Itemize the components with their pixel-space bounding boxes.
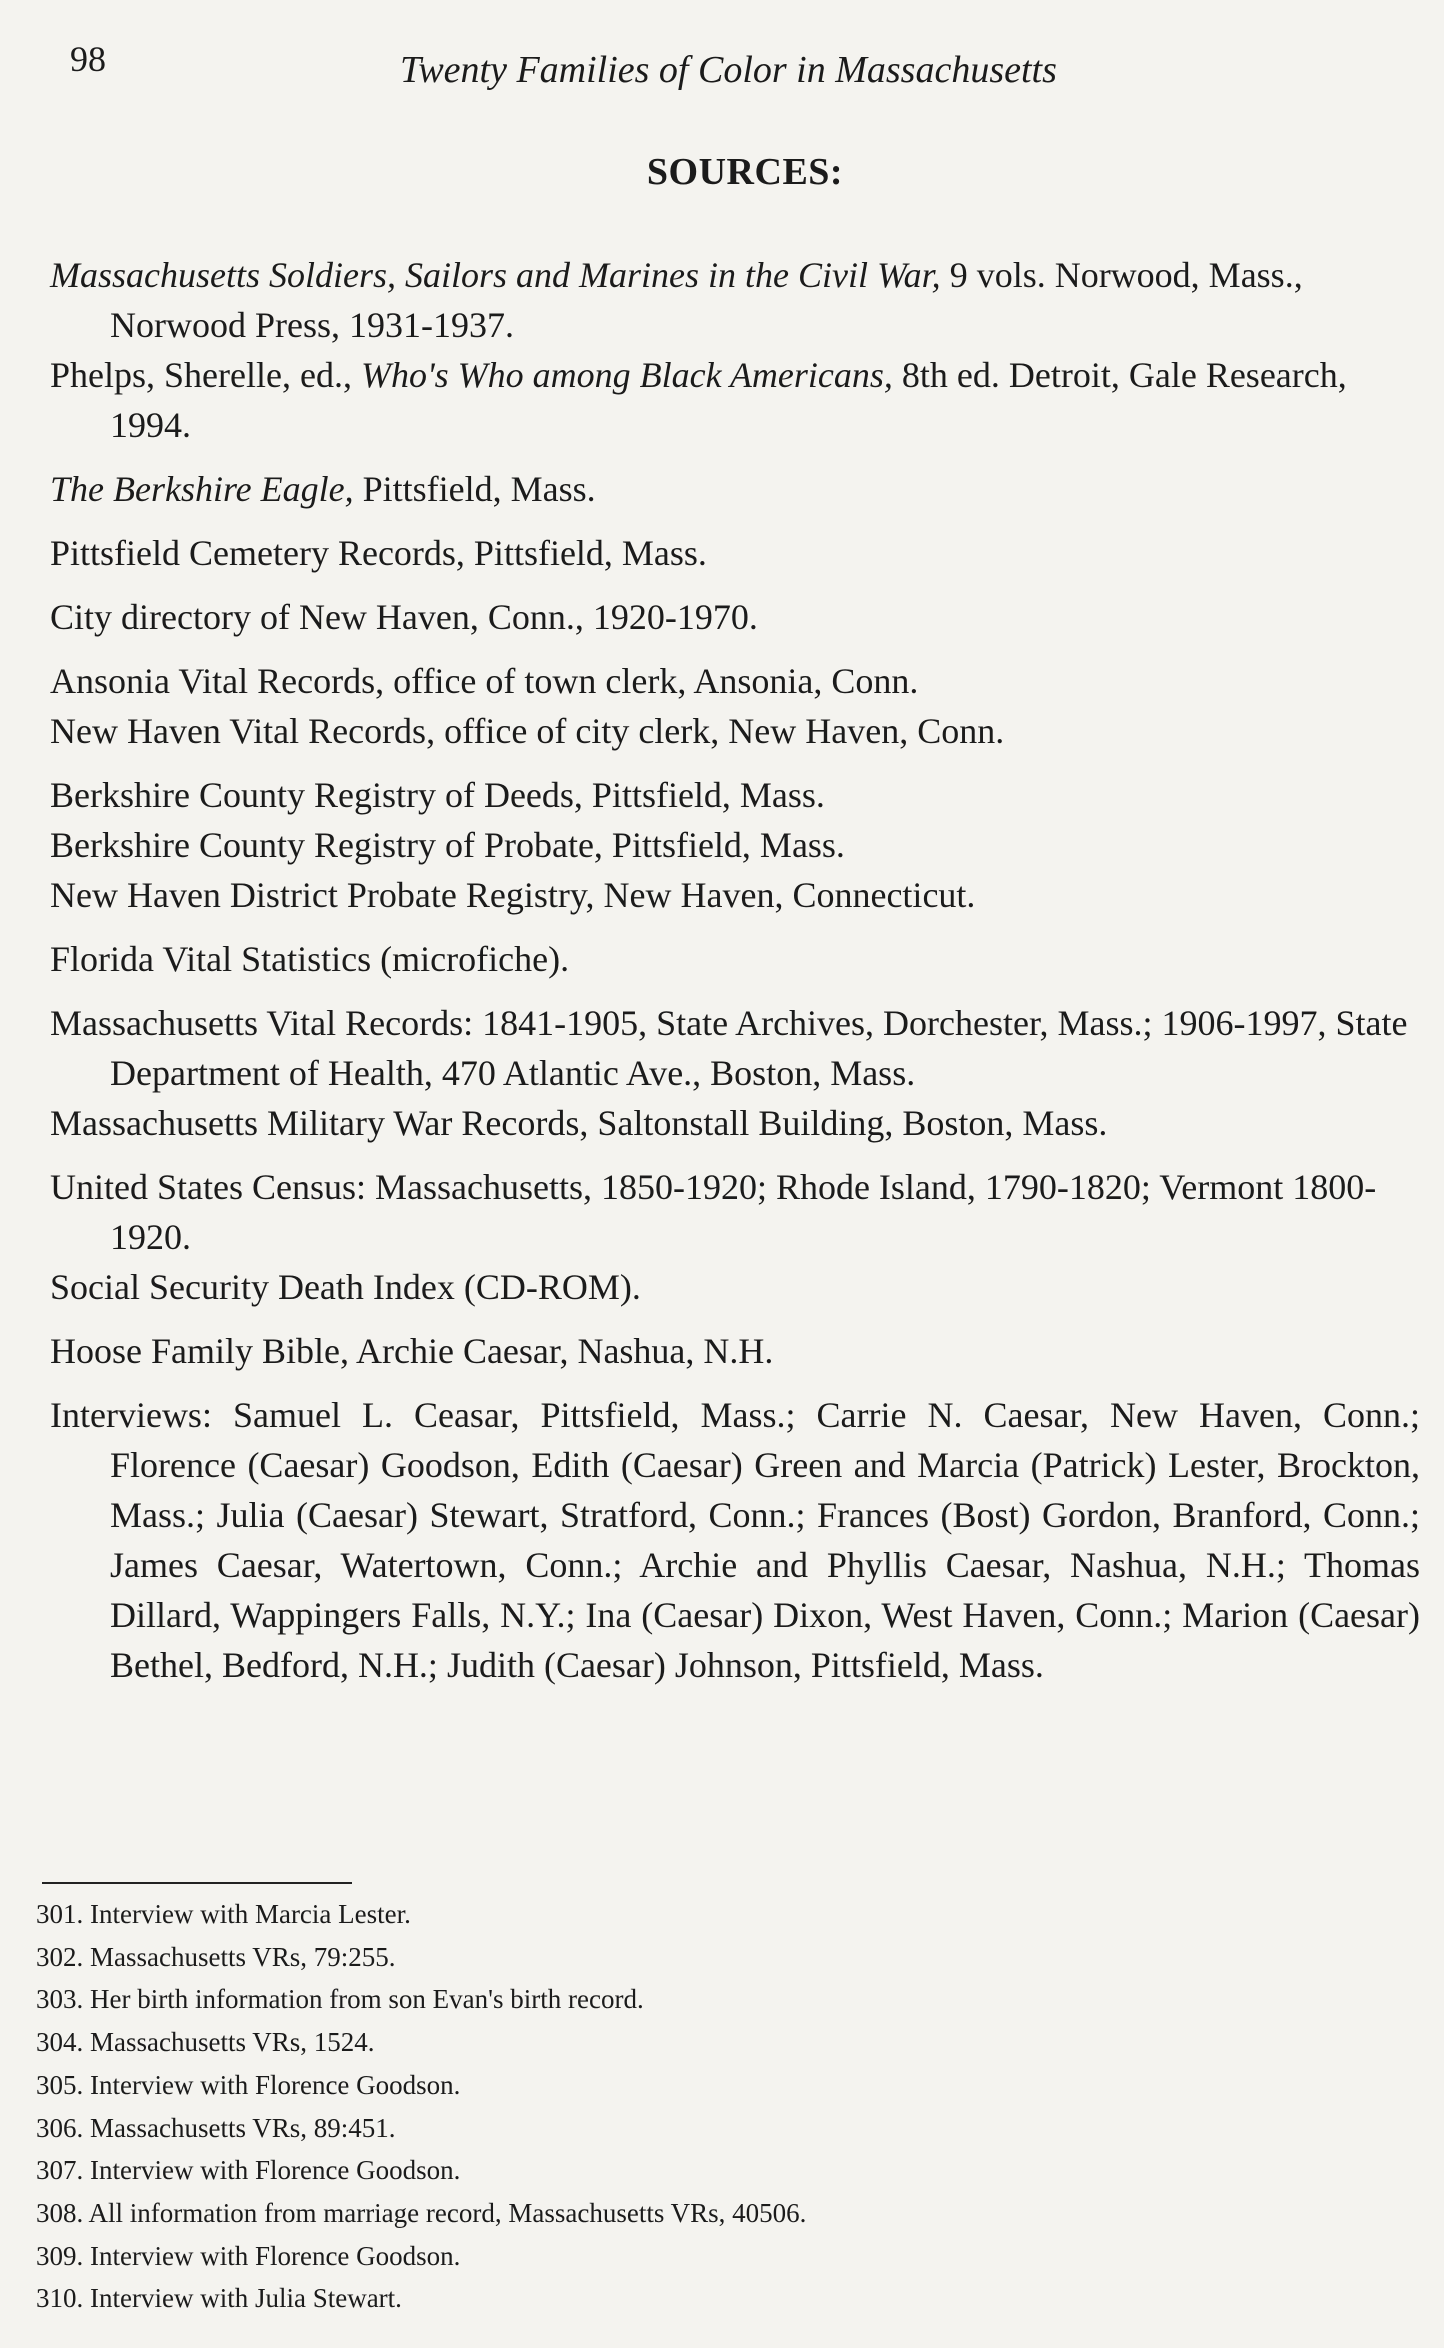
- source-title: Massachusetts Soldiers, Sailors and Marines in the Civil War,: [50, 255, 941, 295]
- source-entry: Phelps, Sherelle, ed., Who's Who among Black Americans, 8th ed. Detroit, Gale Research, 1994.: [50, 355, 1347, 445]
- footnote: 303. Her birth information from son Evan's birth record.: [36, 1984, 644, 2015]
- source-entry: Hoose Family Bible, Archie Caesar, Nashua, N.H.: [50, 1331, 774, 1371]
- sources-heading: SOURCES:: [646, 151, 844, 193]
- page-header: [70, 38, 1354, 98]
- source-entry-interviews: Interviews: Samuel L. Ceasar, Pittsfield, Mass.; Carrie N. Caesar, New Haven, Conn.; Florence (Caesar) Goodson, Edith (Caesar) Green and Marcia (Patrick) Lester, Brockton, Mass.; Julia (Caesar) Stewart, Stratford, Conn.; Frances (Bost) Gordon, Branford, Conn.; James Caesar, Watertown, Conn.; Archie and Phyllis Caesar, Nashua, N.H.; Thomas Dillard, Wappingers Falls, N.Y.; Ina (Caesar) Dixon, West Haven, Conn.; Marion (Caesar) Bethel, Bedford, N.H.; Judith (Caesar) Johnson, Pittsfield, Mass.: [50, 1395, 1420, 1685]
- footnotes: [36, 1893, 1036, 2320]
- page-number: 98: [70, 39, 106, 79]
- footnote: 309. Interview with Florence Goodson.: [36, 2240, 461, 2271]
- source-entry: Massachusetts Military War Records, Saltonstall Building, Boston, Mass.: [50, 1103, 1108, 1143]
- footnote: 307. Interview with Florence Goodson.: [36, 2155, 461, 2186]
- footnote-rule: [42, 1882, 352, 1884]
- source-entry: Florida Vital Statistics (microfiche).: [50, 939, 570, 979]
- source-entry: Massachusetts Soldiers, Sailors and Marines in the Civil War, 9 vols. Norwood, Mass., Norwood Press, 1931-1937.: [50, 255, 1303, 345]
- source-entry: United States Census: Massachusetts, 1850-1920; Rhode Island, 1790-1820; Vermont 1800-1920.: [50, 1167, 1377, 1257]
- source-entry: Social Security Death Index (CD-ROM).: [50, 1267, 641, 1307]
- running-title: Twenty Families of Color in Massachusetts: [400, 49, 1057, 91]
- source-entry: Berkshire County Registry of Probate, Pittsfield, Mass.: [50, 825, 845, 865]
- source-title: Who's Who among Black Americans,: [360, 355, 893, 395]
- source-entry: Pittsfield Cemetery Records, Pittsfield, Mass.: [50, 533, 707, 573]
- source-entry: Berkshire County Registry of Deeds, Pittsfield, Mass.: [50, 775, 825, 815]
- source-entry: Massachusetts Vital Records: 1841-1905, State Archives, Dorchester, Mass.; 1906-1997, State Department of Health, 470 Atlantic Ave., Boston, Mass.: [50, 1003, 1408, 1093]
- source-title: The Berkshire Eagle,: [50, 469, 354, 509]
- source-entry: The Berkshire Eagle, Pittsfield, Mass.: [50, 469, 596, 509]
- sources-list: [50, 250, 1420, 1704]
- source-entry: New Haven Vital Records, office of city clerk, New Haven, Conn.: [50, 711, 1005, 751]
- source-entry: City directory of New Haven, Conn., 1920-1970.: [50, 597, 758, 637]
- source-entry: New Haven District Probate Registry, New Haven, Connecticut.: [50, 875, 976, 915]
- footnote: 308. All information from marriage record, Massachusetts VRs, 40506.: [36, 2197, 807, 2228]
- footnote: 302. Massachusetts VRs, 79:255.: [36, 1941, 396, 1972]
- footnote: 301. Interview with Marcia Lester.: [36, 1899, 411, 1929]
- footnote: 305. Interview with Florence Goodson.: [36, 2069, 461, 2100]
- footnote: 304. Massachusetts VRs, 1524.: [36, 2027, 375, 2058]
- footnote: 310. Interview with Julia Stewart.: [36, 2283, 402, 2314]
- footnote: 306. Massachusetts VRs, 89:451.: [36, 2112, 396, 2143]
- source-entry: Ansonia Vital Records, office of town clerk, Ansonia, Conn.: [50, 661, 919, 701]
